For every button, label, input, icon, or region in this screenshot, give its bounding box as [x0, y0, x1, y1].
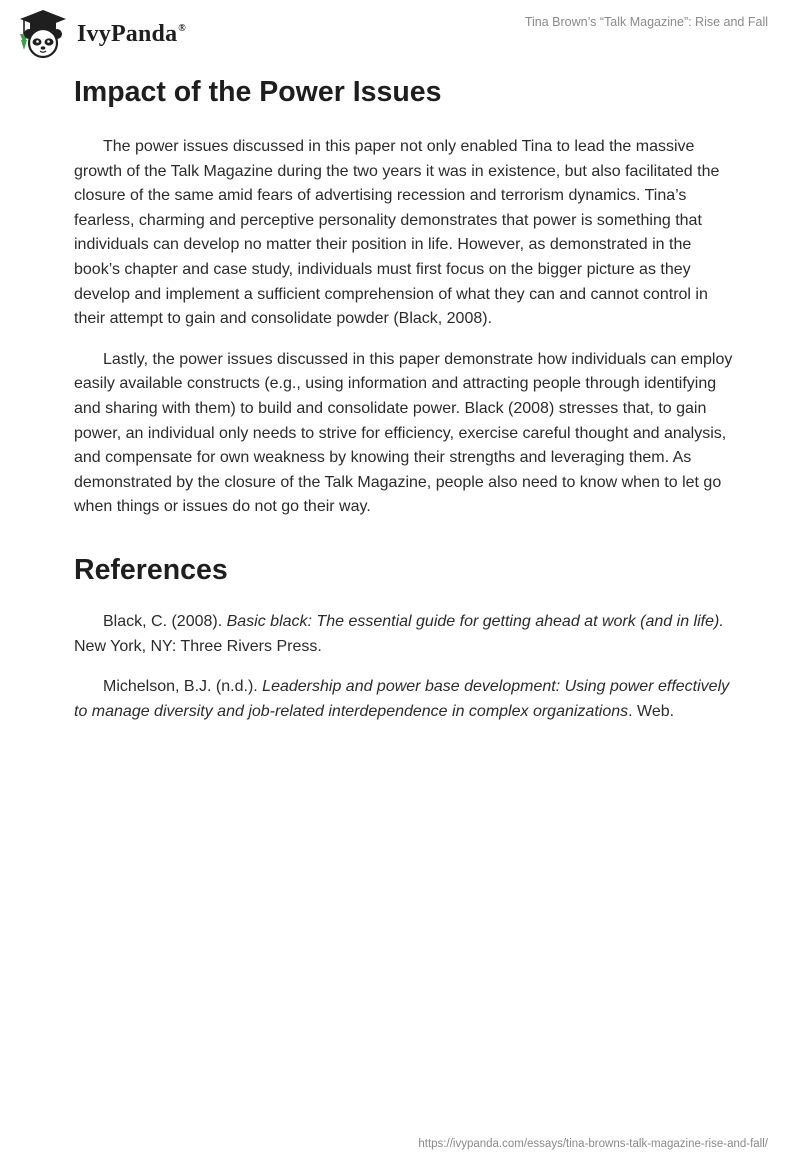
page-header [0, 0, 800, 70]
panda-graduate-icon [14, 8, 72, 60]
reference-publisher: New York, NY: Three Rivers Press. [74, 637, 322, 655]
reference-item [74, 610, 734, 659]
reference-publisher: . Web. [628, 702, 675, 720]
reference-author: Michelson, B.J. (n.d.). [103, 678, 263, 696]
reference-item [74, 675, 734, 724]
brand-text: IvyPanda [77, 20, 178, 47]
reference-title: Basic black: The essential guide for getting ahead at work (and in life). [226, 612, 724, 630]
references-heading: References [74, 553, 228, 586]
reference-author: Black, C. (2008). [103, 612, 227, 630]
ivypanda-logo[interactable] [14, 8, 186, 60]
source-url[interactable]: https://ivypanda.com/essays/tina-browns-talk-magazine-rise-and-fall/ [418, 1138, 768, 1150]
impact-paragraph-2: Lastly, the power issues discussed in this paper demonstrate how individuals can employ easily available constructs (e.g., using information and attracting people through identifying and sharing with them) to build and consolidate power. Black (2008) stresses that, to gain power, an individual only needs to strive for efficiency, exercise careful thought and analysis, and compensate for own weakness by knowing their strengths and leveraging them. As demonstrated by the closure of the Talk Magazine, people also need to know when to let go when things or issues do not go their way. [74, 350, 733, 516]
registered-mark: ® [178, 22, 186, 34]
brand-name [77, 21, 186, 48]
impact-heading: Impact of the Power Issues [74, 76, 442, 108]
impact-section [74, 74, 734, 520]
references-section [74, 552, 734, 724]
running-title: Tina Brown’s “Talk Magazine”: Rise and Fall [524, 15, 768, 29]
reference-title: Leadership and power base development: Using power effectively to manage diversity and job-related interdependence in complex organizations [74, 678, 730, 720]
document-body [74, 74, 734, 724]
impact-paragraph-1: The power issues discussed in this paper not only enabled Tina to lead the massive growth of the Talk Magazine during the two years it was in existence, but also facilitated the closure of the same amid fears of advertising recession and terrorism dynamics. Tina’s fearless, charming and perceptive personality demonstrates that power is something that individuals can develop no matter their position in life. However, as demonstrated in the book’s chapter and case study, individuals must first focus on the bigger picture as they develop and implement a sufficient comprehension of what they can and cannot control in their attempt to gain and consolidate powder (Black, 2008). [74, 138, 720, 328]
